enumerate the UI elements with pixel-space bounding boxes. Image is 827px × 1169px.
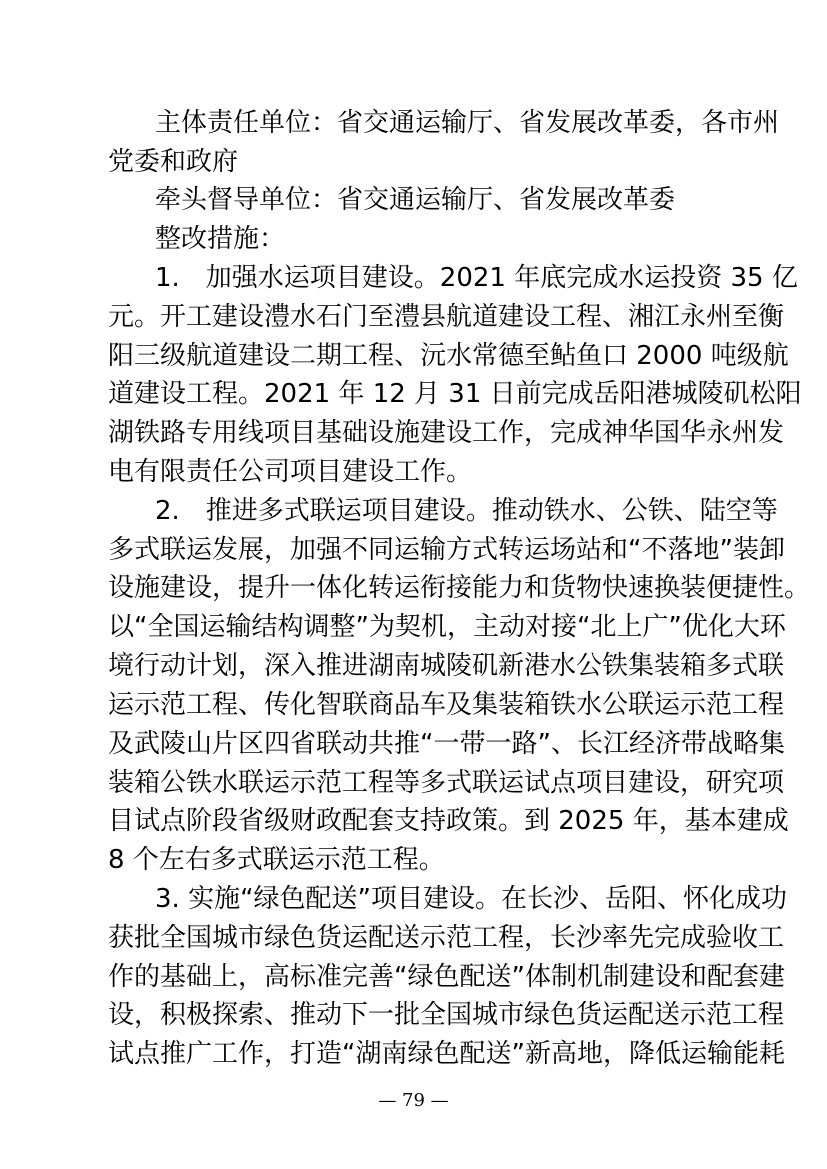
measure-2-line: 目试点阶段省级财政配套支持政策。到 2025 年，基本建成 [108, 806, 789, 836]
measure-2-line: 装箱公铁水联运示范工程等多式联运试点项目建设，研究项 [108, 768, 785, 798]
measure-2-line: 设施建设，提升一体化转运衔接能力和货物快速换装便捷性。 [108, 573, 811, 603]
measure-1-line: 1. 加强水运项目建设。2021 年底完成水运投资 35 亿 [155, 263, 798, 293]
measure-1-line: 道建设工程。2021 年 12 月 31 日前完成岳阳港城陵矶松阳 [108, 379, 802, 409]
measure-1-line: 电有限责任公司项目建设工作。 [108, 457, 473, 487]
measure-2-line: 运示范工程、传化智联商品车及集装箱铁水公联运示范工程 [108, 690, 785, 720]
measure-1-line: 元。开工建设澧水石门至澧县航道建设工程、湘江永州至衡 [108, 302, 785, 332]
measure-2-line: 及武陵山片区四省联动共推“一带一路”、长江经济带战略集 [108, 729, 785, 759]
measure-2-line: 多式联运发展，加强不同运输方式转运场站和“不落地”装卸 [108, 535, 785, 565]
measure-3-line: 试点推广工作，打造“湖南绿色配送”新高地，降低运输能耗 [108, 1039, 785, 1069]
responsible-units-line: 党委和政府 [108, 147, 239, 177]
measure-2-line: 境行动计划，深入推进湖南城陵矶新港水公铁集装箱多式联 [108, 651, 785, 681]
page-number: — 79 — [378, 1090, 449, 1111]
responsible-units-line: 主体责任单位：省交通运输厅、省发展改革委，各市州 [155, 108, 780, 138]
measure-3-line: 3. 实施“绿色配送”项目建设。在长沙、岳阳、怀化成功 [155, 884, 788, 914]
measure-3-line: 设，积极探索、推动下一批全国城市绿色货运配送示范工程 [108, 1000, 785, 1030]
measure-2-line: 8 个左右多式联运示范工程。 [108, 845, 445, 875]
measure-1-line: 阳三级航道建设二期工程、沅水常德至鲇鱼口 2000 吨级航 [108, 341, 789, 371]
measure-3-line: 获批全国城市绿色货运配送示范工程，长沙率先完成验收工 [108, 923, 785, 953]
measures-heading: 整改措施： [155, 224, 286, 254]
measure-2-line: 2. 推进多式联运项目建设。推动铁水、公铁、陆空等 [155, 496, 778, 526]
measure-3-line: 作的基础上，高标准完善“绿色配送”体制机制建设和配套建 [108, 962, 785, 992]
supervising-units-line: 牵头督导单位：省交通运输厅、省发展改革委 [155, 185, 676, 215]
measure-2-line: 以“全国运输结构调整”为契机，主动对接“北上广”优化大环 [108, 612, 786, 642]
measure-1-line: 湖铁路专用线项目基础设施建设工作，完成神华国华永州发 [108, 418, 785, 448]
